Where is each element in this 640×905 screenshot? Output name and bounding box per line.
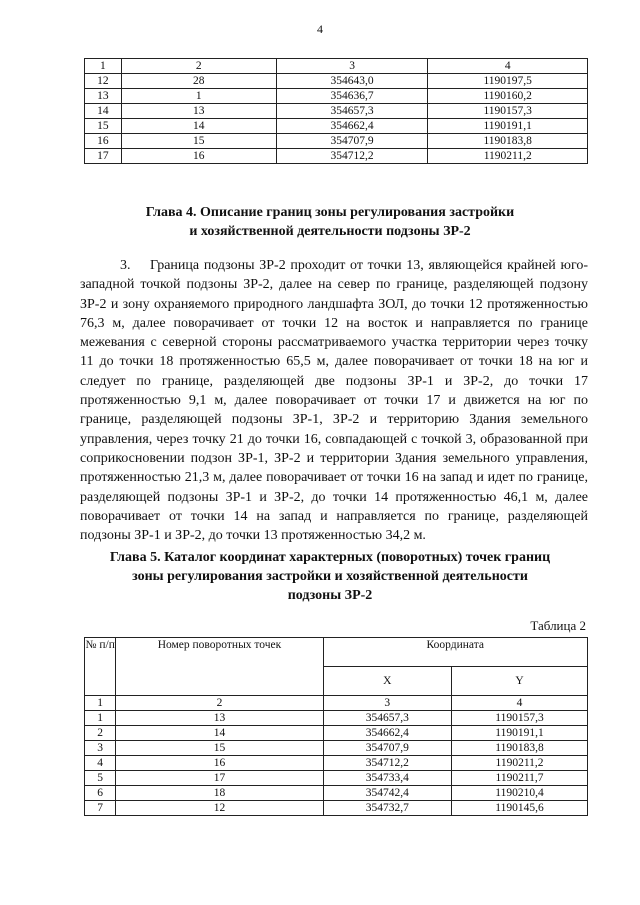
table-row: [85, 104, 588, 119]
table-cell: 354733,4: [323, 771, 452, 786]
table-cell: 15: [116, 741, 323, 756]
table-cell: 4: [452, 696, 588, 711]
coordinates-table: [84, 637, 588, 816]
table-cell: 1190197,5: [428, 74, 588, 89]
table-row: [85, 786, 588, 801]
table-cell: 1: [85, 711, 116, 726]
header-coordinate-cell: Координата: [323, 638, 587, 667]
table-row: [85, 741, 588, 756]
table-cell: 1190191,1: [428, 119, 588, 134]
table-cell: 13: [116, 711, 323, 726]
table-caption: Таблица 2: [530, 618, 586, 633]
table-cell: 2: [85, 726, 116, 741]
table-cell: 4: [85, 756, 116, 771]
table-cell: 354662,4: [276, 119, 428, 134]
chapter-5-heading-line: Глава 5. Каталог координат характерных (поворотных) точек границ: [109, 550, 551, 565]
header-x-cell: X: [323, 667, 452, 696]
table-cell: 1190211,7: [452, 771, 588, 786]
table-header-row: [85, 59, 588, 74]
table-cell: 354707,9: [276, 134, 428, 149]
table-cell: 17: [116, 771, 323, 786]
table-cell: 354742,4: [323, 786, 452, 801]
table-cell: 1190183,8: [428, 134, 588, 149]
table-cell: 354657,3: [323, 711, 452, 726]
table-row: [85, 149, 588, 164]
table-cell: 354732,7: [323, 801, 452, 816]
header-y-cell: Y: [452, 667, 588, 696]
table-cell: 4: [428, 59, 588, 74]
table-cell: 1190183,8: [452, 741, 588, 756]
table-cell: 7: [85, 801, 116, 816]
table-cell: 14: [116, 726, 323, 741]
table-cell: 2: [116, 696, 323, 711]
table-row: [85, 74, 588, 89]
table-row: [85, 726, 588, 741]
table-cell: 16: [121, 149, 276, 164]
table-cell: 28: [121, 74, 276, 89]
chapter-5-heading: [60, 548, 600, 605]
coordinates-table-continued: [84, 58, 588, 164]
table-cell: 16: [116, 756, 323, 771]
table-cell: 5: [85, 771, 116, 786]
table-cell: 354707,9: [323, 741, 452, 756]
header-points-cell: Номер поворотных точек: [116, 638, 323, 696]
table-cell: 1190160,2: [428, 89, 588, 104]
chapter-4-heading-line: и хозяйственной деятельности подзоны ЗР-2: [189, 224, 471, 239]
table-cell: 1: [85, 696, 116, 711]
table-cell: 354643,0: [276, 74, 428, 89]
chapter-4-heading: [60, 203, 600, 241]
table-row: [85, 771, 588, 786]
table-numbering-row: [85, 696, 588, 711]
table-row: [85, 801, 588, 816]
table-row: [85, 756, 588, 771]
table-cell: 354712,2: [276, 149, 428, 164]
chapter-4-heading-line: Глава 4. Описание границ зоны регулирования застройки: [145, 205, 515, 220]
table-cell: 18: [116, 786, 323, 801]
table-cell: 13: [85, 89, 122, 104]
table-cell: 12: [85, 74, 122, 89]
table-cell: 6: [85, 786, 116, 801]
boundary-description-paragraph: [80, 256, 588, 545]
table-cell: 1190211,2: [428, 149, 588, 164]
table-cell: 1: [121, 89, 276, 104]
table-cell: 1190191,1: [452, 726, 588, 741]
table-cell: 1190157,3: [428, 104, 588, 119]
table-row: [85, 711, 588, 726]
table-header-row: [85, 638, 588, 667]
table-cell: 1: [85, 59, 122, 74]
table-cell: 1190145,6: [452, 801, 588, 816]
table-cell: 15: [121, 134, 276, 149]
table-cell: 1190210,4: [452, 786, 588, 801]
table-cell: 13: [121, 104, 276, 119]
table-cell: 354636,7: [276, 89, 428, 104]
table-cell: 3: [85, 741, 116, 756]
table-row: [85, 134, 588, 149]
table-cell: 12: [116, 801, 323, 816]
chapter-5-heading-line: подзоны ЗР-2: [287, 588, 373, 603]
table-cell: 16: [85, 134, 122, 149]
table-cell: 354712,2: [323, 756, 452, 771]
table-row: [85, 89, 588, 104]
chapter-5-heading-line: зоны регулирования застройки и хозяйственной деятельности: [132, 569, 528, 584]
header-number-cell: № п/п: [85, 638, 116, 696]
table-cell: 3: [323, 696, 452, 711]
table-row: [85, 119, 588, 134]
table-cell: 354657,3: [276, 104, 428, 119]
table-cell: 17: [85, 149, 122, 164]
table-cell: 14: [85, 104, 122, 119]
paragraph-text: Граница подзоны ЗР-2 проходит от точки 13, являющейся крайней юго-западной точкой подзоны ЗР-2, далее на север по границе, разделяющей подзону ЗР-2 и зону охраняемого природного ландшафта ЗОЛ, до точки 12 протяженностью 76,3 м, далее поворачивает от точки 12 на восток и направляется по границе межевания с северной стороны рассматриваемого участка территории через точку 11 до точки 18 протяженностью 65,5 м, далее поворачивает от точки 18 на юг и следует по границе, разделяющей две подзоны ЗР-1 и ЗР-2, до точки 17 протяженностью 9,1 м, далее поворачивает от точки 17 и движется на юг по границе, разделяющей подзоны ЗР-1, ЗР-2 и территорию Здания земельного управления, через точку 21 до точки 16, совпадающей с точкой 3, образованной при соприкосновении подзон ЗР-1, ЗР-2 и территории Здания земельного управления, протяженностью 21,3 м, далее поворачивает от точки 16 на запад и идет по границе, разделяющей подзоны ЗР-1 и ЗР-2, до точки 14 протяженностью 46,1 м, далее поворачивает от точки 14 на запад и направляется по границе, разделяющей подзоны ЗР-1 и ЗР-2, до точки 13 протяженностью 34,2 м.: [80, 258, 588, 544]
paragraph-number: 3.: [120, 258, 131, 273]
table-cell: 354662,4: [323, 726, 452, 741]
table-cell: 1190157,3: [452, 711, 588, 726]
table-cell: 15: [85, 119, 122, 134]
table-cell: 2: [121, 59, 276, 74]
table-cell: 3: [276, 59, 428, 74]
table-cell: 1190211,2: [452, 756, 588, 771]
page-number: 4: [317, 22, 323, 36]
table-cell: 14: [121, 119, 276, 134]
